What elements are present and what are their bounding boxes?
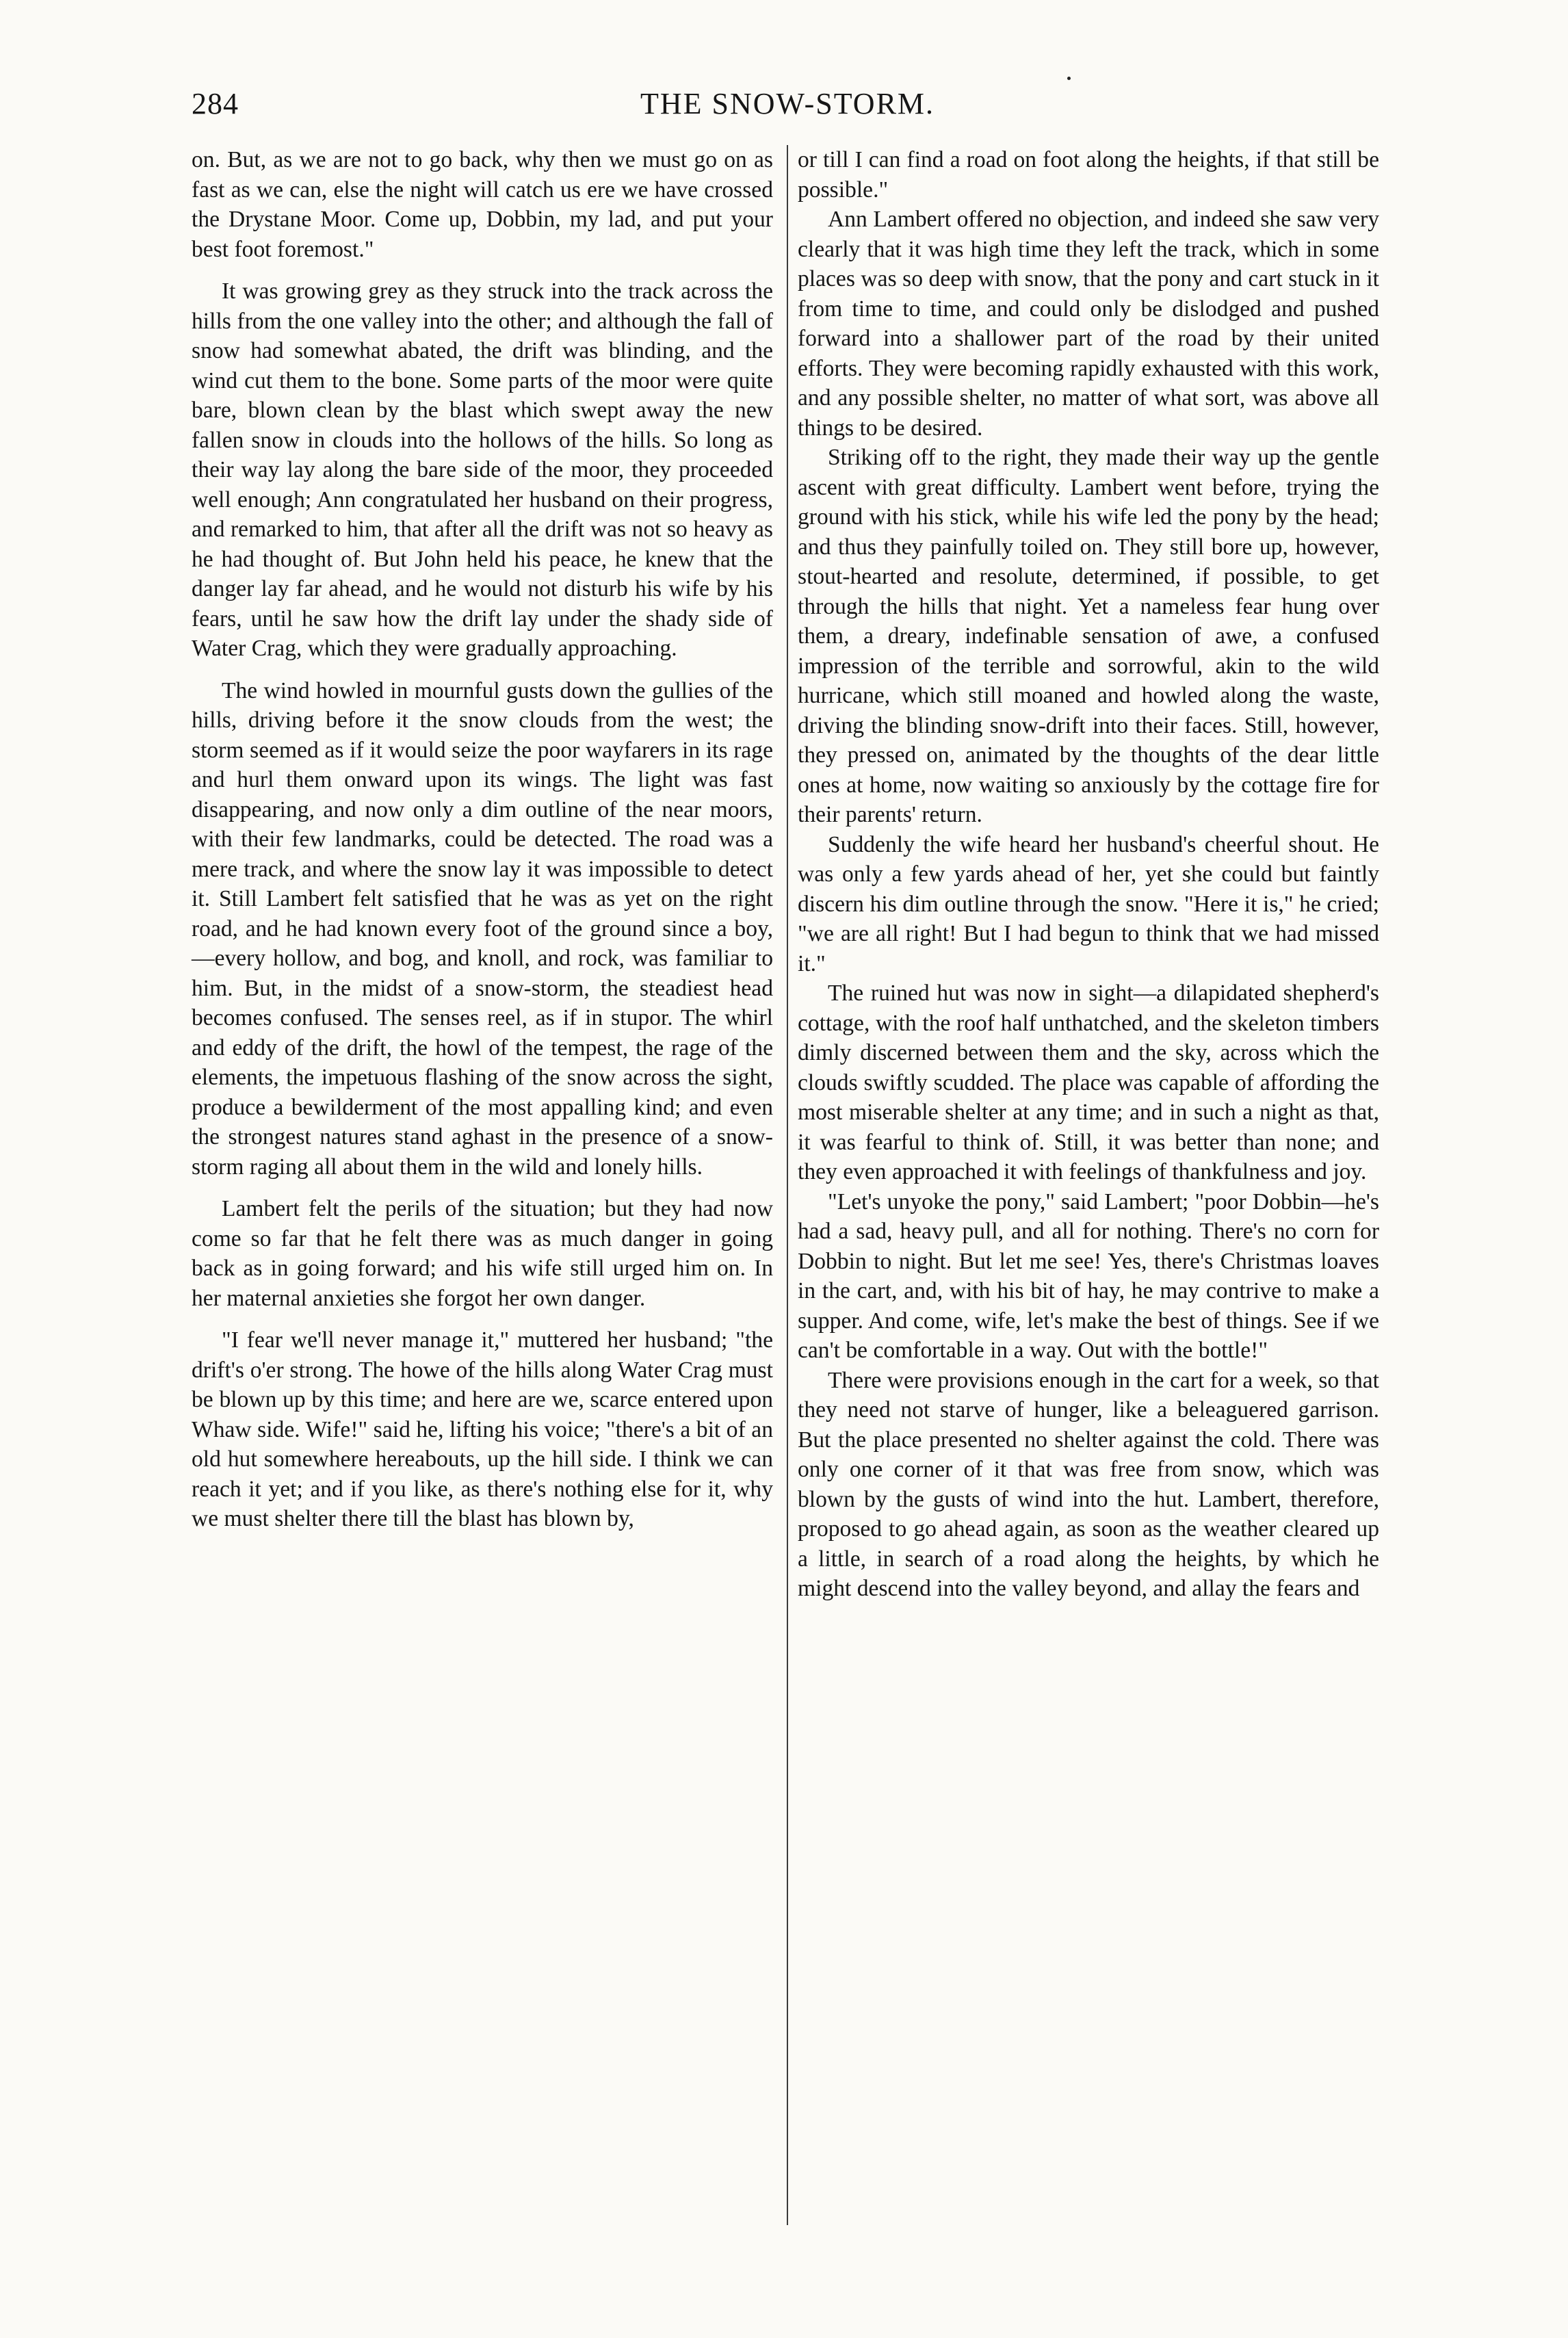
- paragraph: The wind howled in mournful gusts down the gullies of the hills, driving before it the snow clouds from the west; the storm seemed as if it would seize the poor wayfarers in its rage and hurl them onward upon its wings. The light was fast disappearing, and now only a dim outline of the near moors, with their few landmarks, could be detected. The road was a mere track, and where the snow lay it was impossible to detect it. Still Lambert felt satisfied that he was as yet on the right road, and he had known every foot of the ground since a boy,—every hollow, and bog, and knoll, and rock, was familiar to him. But, in the midst of a snow-storm, the steadiest head becomes confused. The senses reel, as if in stupor. The whirl and eddy of the drift, the howl of the tempest, the rage of the elements, the impetuous flashing of the snow across the sight, produce a bewilderment of the most appalling kind; and even the strongest natures stand aghast in the presence of a snow-storm raging all about them in the wild and lonely hills.: [192, 677, 773, 1180]
- paragraph: "I fear we'll never manage it," muttered her husband; "the drift's o'er strong. The howe of the hills along Water Crag must be blown up by this time; and here are we, scarce entered upon Whaw side. Wife!" said he, lifting his voice; "there's a bit of an old hut somewhere hereabouts, up the hill side. I think we can reach it yet; and if you like, as there's nothing else for it, why we must shelter there till the blast has blown by,: [192, 1327, 773, 1531]
- paragraph: There were provisions enough in the cart for a week, so that they need not starve of hunger, like a beleaguered garrison. But the place presented no shelter against the cold. There was only one corner of it that was free from snow, which was blown by the gusts of wind into the hut. Lambert, therefore, proposed to go ahead again, as soon as the weather cleared up a little, in search of a road along the heights, by which he might descend into the valley beyond, and allay the fears and: [798, 1367, 1379, 1601]
- paragraph: Lambert felt the perils of the situation; but they had now come so far that he felt there was as much danger in going back as in going forward; and his wife still urged him on. In her maternal anxieties she forgot her own danger.: [192, 1196, 773, 1311]
- page-number: 284: [192, 87, 239, 120]
- paragraph: It was growing grey as they struck into the track across the hills from the one valley into the other; and although the fall of snow had somewhat abated, the drift was blinding, and the wind cut them to the bone. Some parts of the moor were quite bare, blown clean by the blast which swept away the new fallen snow in clouds into the hollows of the hills. So long as their way lay along the bare side of the moor, they proceeded well enough; Ann congratulated her husband on their progress, and remarked to him, that after all the drift was not so heavy as he had thought of. But John held his peace, he knew that the danger lay far ahead, and he would not disturb his wife by his fears, until he saw how the drift lay under the shady side of Water Crag, which they were gradually approaching.: [192, 278, 773, 661]
- paragraph: The ruined hut was now in sight—a dilapidated shepherd's cottage, with the roof half unthatched, and the skeleton timbers dimly discerned between them and the sky, across which the clouds swiftly scudded. The place was capable of affording the most miserable shelter at any time; and in such a night as that, it was fearful to think of. Still, it was better than none; and they even approached it with feelings of thankfulness and joy.: [798, 980, 1379, 1184]
- paragraph: Ann Lambert offered no objection, and indeed she saw very clearly that it was high time they left the track, which in some places was so deep with snow, that the pony and cart stuck in it from time to time, and could only be dislodged and pushed forward into a shallower part of the road by their united efforts. They were becoming rapidly exhausted with this work, and any possible shelter, no matter of what sort, was above all things to be desired.: [798, 207, 1379, 441]
- paragraph: or till I can find a road on foot along the heights, if that still be possible.": [798, 147, 1379, 203]
- paragraph: "Let's unyoke the pony," said Lambert; "poor Dobbin—he's had a sad, heavy pull, and all for nothing. There's no corn for Dobbin to night. But let me see! Yes, there's Christmas loaves in the cart, and, with his bit of hay, he may contrive to make a supper. And come, wife, let's make the best of things. See if we can't be comfortable in a way. Out with the bottle!": [798, 1189, 1379, 1363]
- paragraph: on. But, as we are not to go back, why then we must go on as fast as we can, else the night will catch us ere we have crossed the Drystane Moor. Come up, Dobbin, my lad, and put your best foot foremost.": [192, 147, 773, 262]
- page-header: [192, 86, 1383, 134]
- paragraph: Suddenly the wife heard her husband's cheerful shout. He was only a few yards ahead of her, yet she could but faintly discern his dim outline through the snow. "Here it is," he cried; "we are all right! But I had begun to think that we had missed it.": [798, 831, 1379, 976]
- left-column: [192, 145, 773, 1534]
- paragraph: Striking off to the right, they made their way up the gentle ascent with great difficulty. Lambert went before, trying the ground with his stick, while his wife led the pony by the head; and thus they painfully toiled on. They still bore up, however, stout-hearted and resolute, determined, if possible, to get through the hills that night. Yet a nameless fear hung over them, a dreary, indefinable sensation of awe, a confused impression of the terrible and sorrowful, akin to the wild hurricane, which still moaned and howled along the waste, driving the blinding snow-drift into their faces. Still, however, they pressed on, animated by the thoughts of the dear little ones at home, now waiting so anxiously by the cottage fire for their parents' return.: [798, 445, 1379, 827]
- right-column: [798, 145, 1379, 1604]
- running-title: THE SNOW-STORM.: [640, 87, 935, 120]
- column-divider: [787, 145, 788, 2225]
- print-speck: [1067, 77, 1071, 80]
